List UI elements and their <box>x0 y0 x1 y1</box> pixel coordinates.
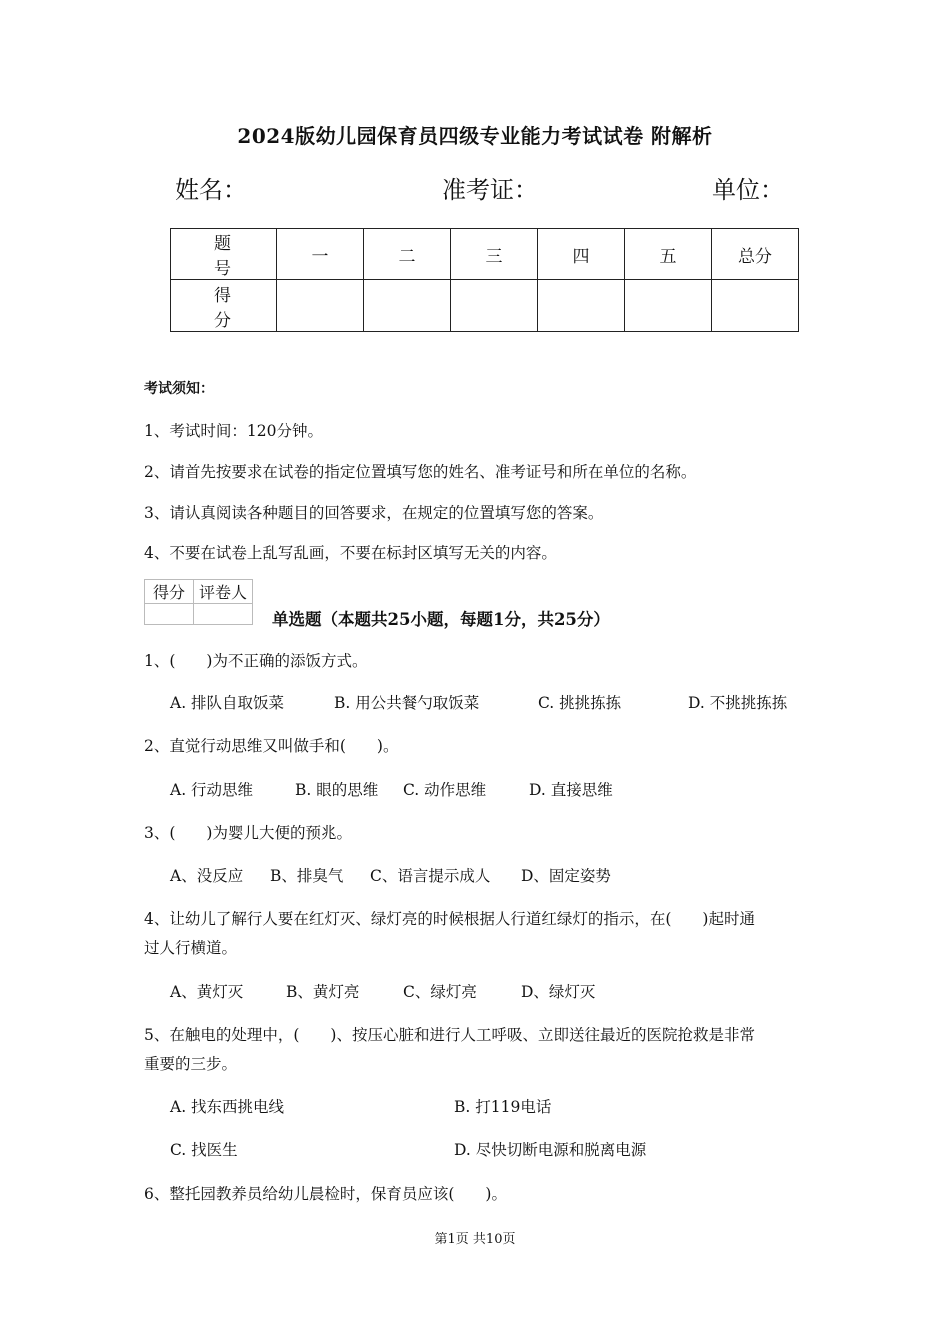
grader-name-label: 评卷人 <box>194 580 253 604</box>
notice-heading: 考试须知： <box>144 381 214 397</box>
question-stem: 1、( )为不正确的添饭方式。 <box>144 652 368 670</box>
question-stem: 5、在触电的处理中，( )、按压心脏和进行人工呼吸、立即送往最近的医院抢救是非常 <box>144 1026 755 1044</box>
column-header: 二 <box>364 229 451 280</box>
column-header: 一 <box>277 229 364 280</box>
column-header: 三 <box>451 229 538 280</box>
option-c: C、绿灯亮 <box>403 983 477 1001</box>
score-cell <box>451 280 538 332</box>
grader-score-cell <box>145 604 194 625</box>
option-a: A. 行动思维 <box>170 781 254 799</box>
score-label: 得 分 <box>171 280 277 332</box>
column-header: 五 <box>625 229 712 280</box>
question-number-label: 题 号 <box>171 229 277 280</box>
option-b: B. 眼的思维 <box>295 781 379 799</box>
option-a: A. 排队自取饭菜 <box>170 694 285 712</box>
notice-item: 2、请首先按要求在试卷的指定位置填写您的姓名、准考证号和所在单位的名称。 <box>144 463 697 481</box>
option-c: C. 找医生 <box>170 1141 238 1159</box>
page-footer: 第1页 共10页 <box>434 1232 516 1247</box>
notice-item: 1、考试时间：120分钟。 <box>144 422 323 440</box>
score-table-score-row <box>171 280 799 332</box>
question-stem-continued: 重要的三步。 <box>144 1055 238 1073</box>
option-b: B、排臭气 <box>270 867 344 885</box>
option-c: C. 挑挑拣拣 <box>538 694 622 712</box>
option-d: D. 直接思维 <box>529 781 613 799</box>
option-d: D. 不挑挑拣拣 <box>688 694 788 712</box>
page-title: 2024版幼儿园保育员四级专业能力考试试卷 附解析 <box>237 124 713 148</box>
question-stem: 4、让幼儿了解行人要在红灯灭、绿灯亮的时候根据人行道红绿灯的指示，在( )起时通 <box>144 910 755 928</box>
option-a: A、黄灯灭 <box>170 983 244 1001</box>
option-c: C. 动作思维 <box>403 781 487 799</box>
score-cell <box>625 280 712 332</box>
question-stem: 6、整托园教养员给幼儿晨检时，保育员应该( )。 <box>144 1185 507 1203</box>
score-cell <box>277 280 364 332</box>
question-stem: 3、( )为婴儿大便的预兆。 <box>144 824 352 842</box>
column-header: 四 <box>538 229 625 280</box>
question-stem-continued: 过人行横道。 <box>144 939 238 957</box>
option-d: D、绿灯灭 <box>521 983 596 1001</box>
score-cell <box>538 280 625 332</box>
option-d: D、固定姿势 <box>521 867 611 885</box>
option-d: D. 尽快切断电源和脱离电源 <box>454 1141 647 1159</box>
notice-item: 3、请认真阅读各种题目的回答要求，在规定的位置填写您的答案。 <box>144 504 604 522</box>
option-b: B. 打119电话 <box>454 1098 552 1116</box>
exam-id-field-label: 准考证： <box>442 176 538 204</box>
grader-name-cell <box>194 604 253 625</box>
question-stem: 2、直觉行动思维又叫做手和( )。 <box>144 737 399 755</box>
grader-box <box>144 579 253 625</box>
unit-field-label: 单位： <box>712 176 784 204</box>
score-cell <box>364 280 451 332</box>
option-b: B、黄灯亮 <box>286 983 360 1001</box>
name-field-label: 姓名： <box>175 176 247 204</box>
column-header: 总分 <box>712 229 799 280</box>
option-c: C、语言提示成人 <box>370 867 491 885</box>
score-table <box>170 228 799 332</box>
option-a: A. 找东西挑电线 <box>170 1098 285 1116</box>
option-b: B. 用公共餐勺取饭菜 <box>334 694 480 712</box>
option-a: A、没反应 <box>170 867 244 885</box>
score-cell <box>712 280 799 332</box>
grader-score-label: 得分 <box>145 580 194 604</box>
notice-item: 4、不要在试卷上乱写乱画，不要在标封区填写无关的内容。 <box>144 544 557 562</box>
score-table-header-row <box>171 229 799 280</box>
section-title: 单选题（本题共25小题，每题1分，共25分） <box>272 610 610 629</box>
